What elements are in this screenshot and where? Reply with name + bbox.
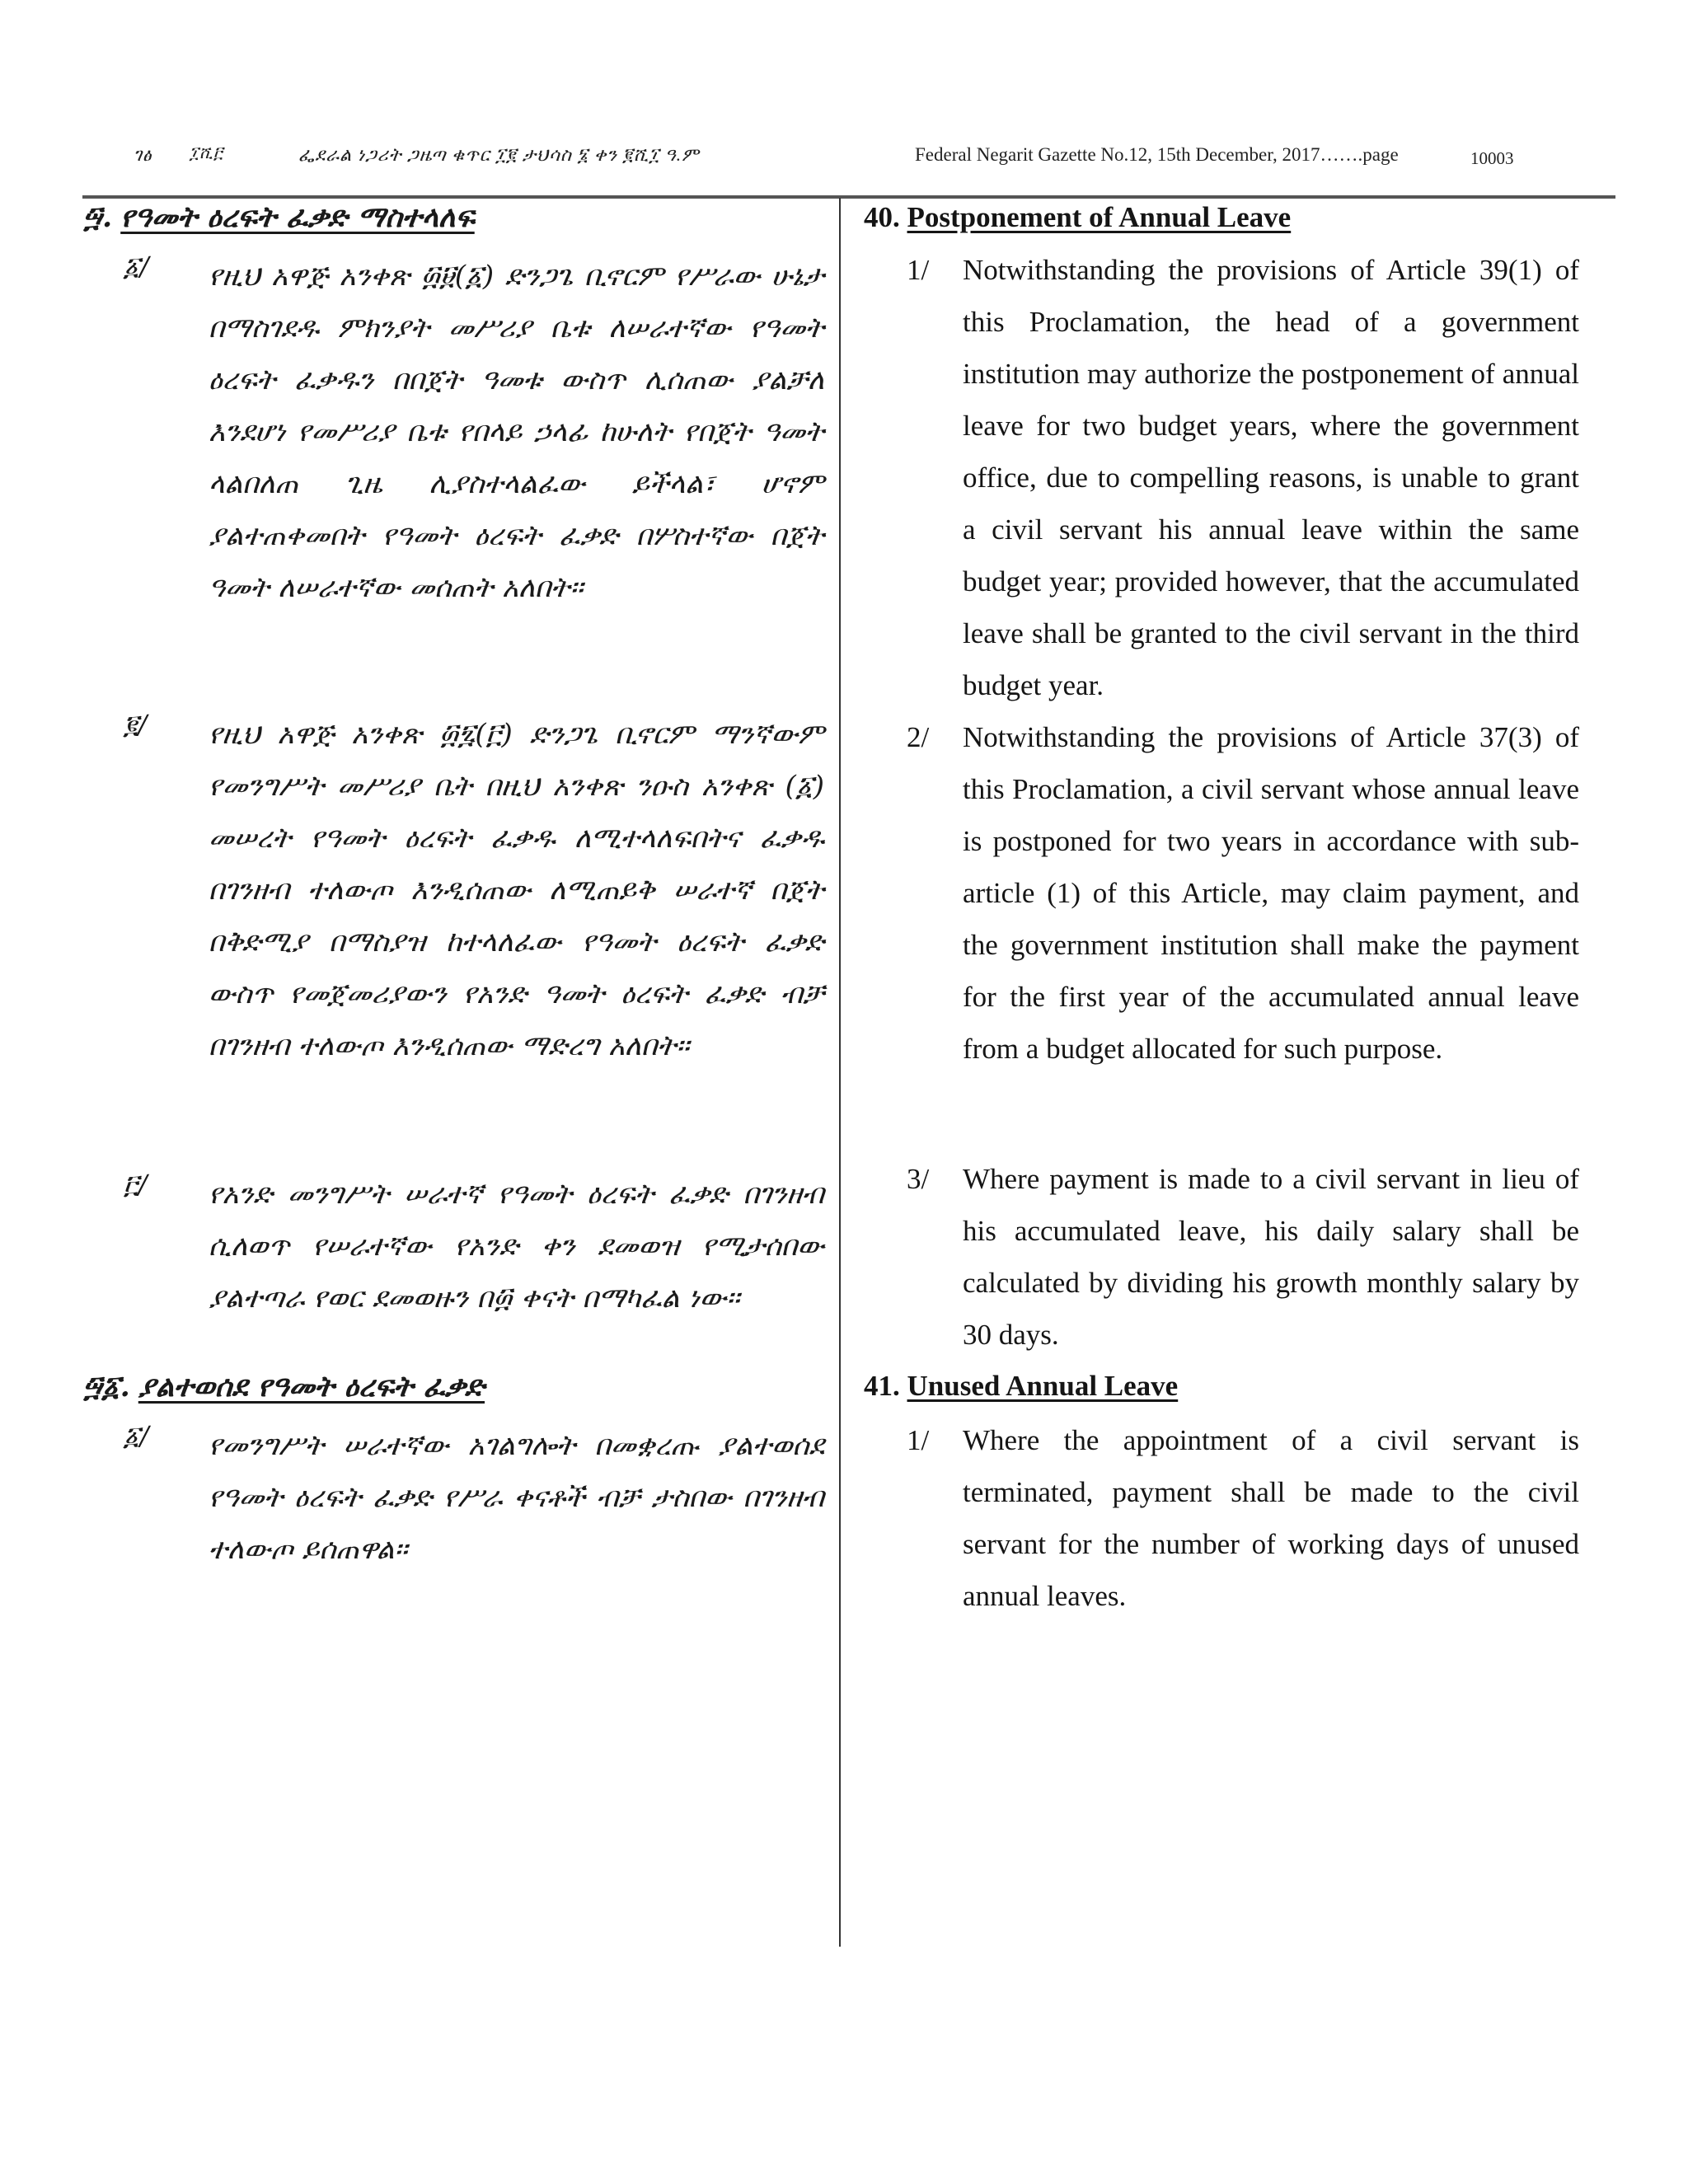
header-rule: [82, 195, 1615, 199]
subarticle-text: የዚህ አዋጅ አንቀጽ ፴፱(፩) ድንጋጌ ቢኖርም የሥራው ሁኔታ በማስገደዱ ምክንያት መሥሪያ ቤቱ ለሠራተኛው የዓመት ዕረፍት ፈቃዱን በበጀት ዓመቱ ውስጥ ሊሰጠው ያልቻለ እንደሆነ የመሥሪያ ቤቱ የበላይ ኃላፊ ከሁለት የበጀት ዓመት ላልበለጠ ጊዜ ሊያስተላልፈው ይችላል፣ ሆኖም ያልተጠቀመበት የዓመት ዕረፍት ፈቃድ በሦስተኛው በጀት ዓመት ለሠራተኛው መሰጠት አለበት፡፡: [209, 260, 824, 604]
column-divider: [839, 198, 841, 1947]
subarticle-marker: ፩/: [124, 251, 149, 282]
section-title: ያልተወሰደ የዓመት ዕረፍት ፈቃድ: [138, 1370, 485, 1404]
subarticle-marker: 1/: [907, 254, 930, 286]
english-section-heading: [864, 201, 1291, 234]
subarticle-text: የዚህ አዋጅ አንቀጽ ፴፯(፫) ድንጋጌ ቢኖርም ማንኛውም የመንግሥት መሥሪያ ቤት በዚህ አንቀጽ ንዑስ አንቀጽ (፩) መሠረት የዓመት ዕረፍት ፈቃዱ ለሚተላለፍበትና ፈቃዱ በገንዘብ ተለውጦ እንዲሰጠው ለሚጠይቅ ሠራተኛ በጀት በቅድሚያ በማስያዝ ከተላለፈው የዓመት ዕረፍት ፈቃድ ውስጥ የመጀመሪያውን የአንድ ዓመት ዕረፍት ፈቃድ ብቻ በገንዘብ ተለውጦ እንዲሰጠው ማድረግ አለበት፡፡: [209, 718, 824, 1062]
subarticle-marker: 3/: [907, 1163, 930, 1195]
header-page-label: ገፅ: [134, 144, 152, 165]
section-number: 41.: [864, 1370, 900, 1402]
section-number: ፵.: [82, 200, 113, 234]
section-title: የዓመት ዕረፍት ፈቃድ ማስተላለፍ: [120, 200, 475, 234]
amharic-section-heading: [82, 1370, 485, 1404]
subarticle-marker: ፫/: [124, 1169, 148, 1200]
amharic-section-heading: [82, 200, 475, 234]
header-page-number: 10003: [1470, 148, 1514, 168]
subarticle-marker: 1/: [907, 1424, 930, 1456]
subarticle-text: የአንድ መንግሥት ሠራተኛ የዓመት ዕረፍት ፈቃድ በገንዘብ ሲለወጥ የሠራተኛው የአንድ ቀን ደመወዝ የሚታሰበው ያልተጣራ የወር ደመወዙን በ፴ ቀናት በማካፈል ነው፡፡: [209, 1178, 824, 1315]
subarticle-text: Where the appointment of a civil servant is terminated, payment shall be made to the civil servant for the number of working days of unused annual leaves.: [963, 1424, 1579, 1612]
english-section-heading: [864, 1370, 1178, 1403]
subarticle-text: Notwithstanding the provisions of Article 37(3) of this Proclamation, a civil servant whose annual leave is postponed for two years in accordance with sub-article (1) of this Article, may claim payment, and the government institution shall make the payment for the first year of the accumulated annual leave from a budget allocated for such purpose.: [963, 721, 1579, 1065]
section-number: 40.: [864, 201, 900, 233]
subarticle-marker: 2/: [907, 721, 930, 753]
header-english-title: Federal Negarit Gazette No.12, 15th December, 2017…….page: [915, 144, 1399, 165]
section-title: Postponement of Annual Leave: [907, 201, 1292, 233]
subarticle-text: የመንግሥት ሠራተኛው አገልግሎት በመቋረጡ ያልተወሰደ የዓመት ዕረፍት ፈቃድ የሥራ ቀናቶች ብቻ ታስበው በገንዘብ ተለውጦ ይሰጠዋል፡፡: [209, 1429, 824, 1566]
subarticle-text: Notwithstanding the provisions of Article 39(1) of this Proclamation, the head of a government institution may authorize the postponement of annual leave for two budget years, where the government office, due to compelling reasons, is unable to grant a civil servant his annual leave within the same budget year; provided however, that the accumulated leave shall be granted to the civil servant in the third budget year.: [963, 254, 1579, 701]
section-number: ፵፩.: [82, 1370, 130, 1404]
subarticle-text: Where payment is made to a civil servant in lieu of his accumulated leave, his daily salary shall be calculated by dividing his growth monthly salary by 30 days.: [963, 1163, 1579, 1351]
header-amharic-title: ፌደራል ነጋሪት ጋዜጣ ቁጥር ፲፪ ታህሳስ ፮ ቀን ፪ሺ፲ ዓ.ም: [298, 144, 700, 165]
header-page-code: ፲ሺ፫: [190, 144, 223, 162]
subarticle-marker: ፩/: [124, 1420, 149, 1451]
subarticle-marker: ፪/: [124, 709, 148, 740]
section-title: Unused Annual Leave: [907, 1370, 1179, 1402]
